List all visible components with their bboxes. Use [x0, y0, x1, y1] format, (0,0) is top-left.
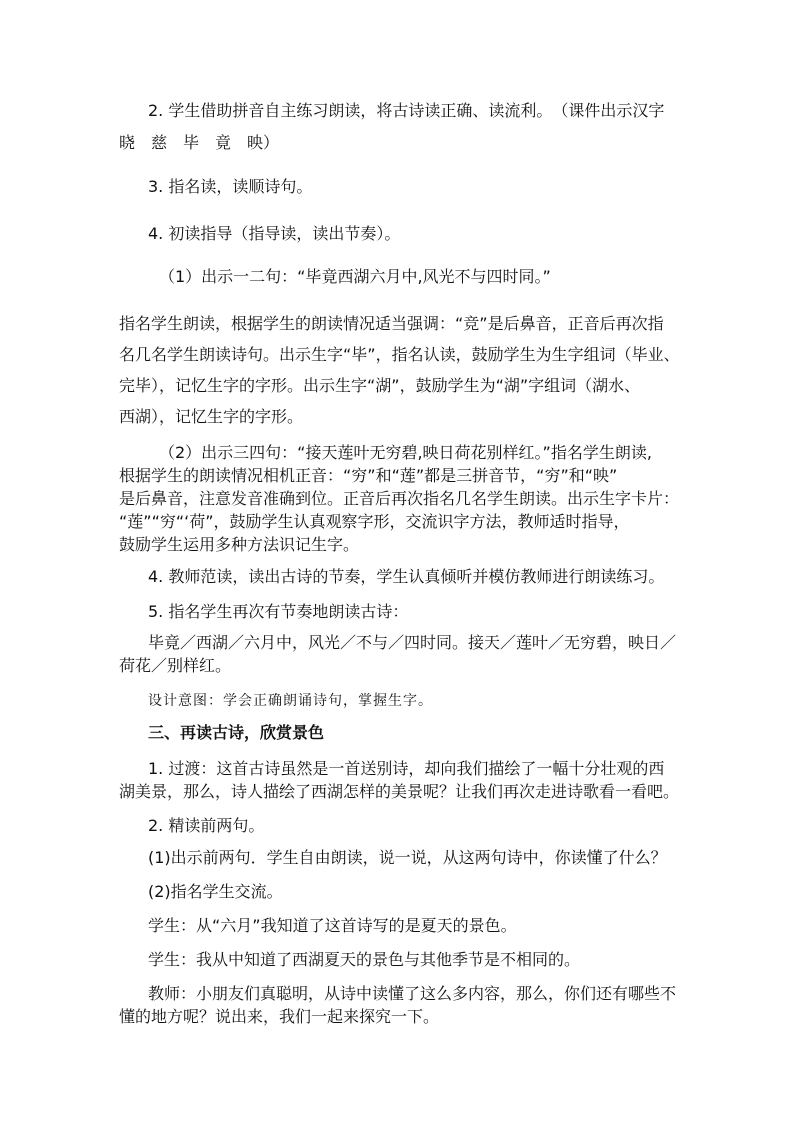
design-intent-note: 设计意图：学会正确朗诵诗句，掌握生字。 — [148, 693, 433, 709]
paragraph-line: 毕竟／西湖／六月中，风光／不与／四时同。接天／莲叶／无穷碧，映日／ — [148, 633, 677, 652]
paragraph: 学生：从“六月”我知道了这首诗写的是夏天的景色。 — [148, 916, 517, 935]
paragraph-line: 晓 慈 毕 竟 映） — [119, 133, 280, 152]
paragraph-line: （2）出示三四句：“接天莲叶无穷碧,映日荷花别样红。”指名学生朗读, — [159, 443, 652, 462]
paragraph-line: 名几名学生朗读诗句。出示生字“毕”，指名认读，鼓励学生为生字组词（毕业、 — [119, 345, 680, 364]
paragraph: （1）出示一二句：“毕竟西湖六月中,风光不与四时同。” — [159, 267, 551, 286]
paragraph: 4. 初读指导（指导读，读出节奏）。 — [148, 224, 401, 243]
paragraph-line: 是后鼻音，注意发音准确到位。正音后再次指名几名学生朗读。出示生字卡片： — [119, 489, 680, 508]
paragraph: 5. 指名学生再次有节奏地朗读古诗： — [148, 602, 409, 621]
paragraph: 学生：我从中知道了西湖夏天的景色与其他季节是不相同的。 — [148, 950, 581, 969]
paragraph-line: 教师：小朋友们真聪明，从诗中读懂了这么多内容，那么，你们还有哪些不 — [148, 984, 677, 1003]
paragraph-line: 懂的地方呢？说出来，我们一起来探究一下。 — [119, 1007, 440, 1026]
paragraph-line: 指名学生朗读，根据学生的朗读情况适当强调：“竞”是后鼻音，正音后再次指 — [119, 314, 664, 333]
paragraph: (2)指名学生交流。 — [148, 882, 283, 901]
paragraph: 3. 指名读，读顺诗句。 — [148, 177, 313, 196]
paragraph: (1)出示前两句．学生自由朗读，说一说，从这两句诗中，你读懂了什么？ — [148, 848, 667, 867]
paragraph-line: 湖美景，那么，诗人描绘了西湖怎样的美景呢？让我们再次走进诗歌看一看吧。 — [119, 782, 680, 801]
paragraph-line: 根据学生的朗读情况相机正音：“穷”和“莲”都是三拼音节，“穷”和“映” — [119, 466, 618, 485]
paragraph: 4. 教师范读，读出古诗的节奏，学生认真倾听并模仿教师进行朗读练习。 — [148, 567, 665, 586]
paragraph-line: 1. 过渡：这首古诗虽然是一首送别诗，却向我们描绘了一幅十分壮观的西 — [148, 759, 665, 778]
paragraph-line: 西湖），记忆生字的字形。 — [119, 407, 304, 426]
paragraph-line: 2. 学生借助拼音自主练习朗读，将古诗读正确、读流利。 （课件出示汉字 — [148, 101, 665, 120]
section-heading: 三、再读古诗，欣赏景色 — [148, 723, 325, 742]
paragraph-line: 荷花／别样红。 — [119, 656, 232, 675]
paragraph: 2. 精读前两句。 — [148, 816, 265, 835]
paragraph-line: 完毕），记忆生字的字形。出示生字“湖”，鼓励学生为“湖”字组词（湖水、 — [119, 376, 641, 395]
paragraph-line: 鼓励学生运用多种方法识记生字。 — [119, 535, 360, 554]
paragraph-line: “莲”“穷“‘荷”，鼓励学生认真观察字形，交流识字方法，教师适时指导， — [119, 512, 630, 531]
